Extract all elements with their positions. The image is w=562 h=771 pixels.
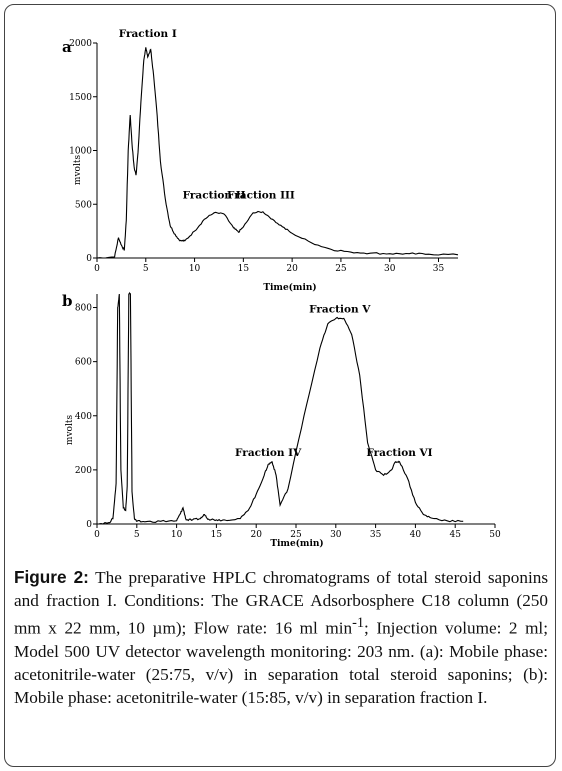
figure-caption — [14, 566, 548, 709]
y-tick-label: 1000 — [69, 146, 92, 157]
annotation-label: Fraction II — [182, 189, 246, 202]
y-tick-label: 400 — [74, 411, 92, 422]
x-tick-label: 0 — [94, 264, 100, 274]
x-tick-label: 45 — [449, 530, 461, 540]
chart-panel-b — [62, 292, 501, 549]
x-tick-label: 20 — [286, 264, 298, 274]
ticks-b — [75, 304, 501, 540]
x-tick-label: 15 — [237, 264, 250, 274]
x-tick-label: 15 — [210, 530, 223, 540]
y-tick-label: 800 — [74, 303, 92, 314]
y-tick-label: 0 — [86, 254, 92, 264]
y-tick-label: 0 — [86, 520, 92, 530]
x-tick-label: 10 — [188, 264, 201, 274]
x-tick-label: 30 — [330, 530, 342, 540]
series-line-a — [97, 47, 458, 258]
x-tick-label: 40 — [409, 530, 422, 540]
y-tick-label: 500 — [74, 200, 92, 211]
x-axis-label-a: Time(min) — [263, 283, 317, 293]
annotations-b — [235, 303, 433, 458]
x-tick-label: 50 — [489, 530, 501, 540]
x-tick-label: 25 — [335, 264, 347, 274]
x-tick-label: 35 — [432, 264, 445, 274]
x-tick-label: 30 — [383, 264, 396, 274]
x-tick-label: 25 — [290, 530, 302, 540]
x-tick-label: 20 — [250, 530, 262, 540]
x-tick-label: 5 — [142, 264, 149, 274]
caption-label: Figure 2: — [14, 567, 89, 587]
caption-superscript: -1 — [352, 615, 365, 631]
y-axis-label-b: mvolts — [65, 414, 75, 446]
annotation-label: Fraction I — [118, 28, 177, 40]
panel-label-a: a — [62, 38, 72, 56]
x-axis-label-b: Time(min) — [270, 539, 324, 549]
annotation-label: Fraction IV — [235, 446, 302, 459]
y-tick-label: 2000 — [69, 39, 92, 49]
x-tick-label: 0 — [94, 530, 100, 540]
y-tick-label: 1500 — [69, 92, 92, 103]
chart-panel-a — [62, 28, 458, 293]
annotation-label: Fraction VI — [366, 446, 433, 459]
annotation-label: Fraction V — [309, 303, 371, 316]
caption-text-after: ; Injection volume: 2 ml; Model 500 UV detector wavelength monitoring: 203 nm. (a): Mobile phase: acetonitrile-water (25:75, v/v) in separation total steroid saponins; (b): Mobile phase: acetonitrile-water (15:85, v/v) in separation fraction I. — [14, 618, 548, 707]
caption-text: The preparative HPLC chromatograms of total steroid saponins and fraction I. Conditions: The GRACE Adsorbosphere C18 column (250 mm x 22 mm, 10 µm); Flow rate: 16 ml min — [14, 568, 549, 638]
x-tick-label: 10 — [170, 530, 183, 540]
annotation-label: Fraction III — [226, 189, 295, 202]
x-tick-label: 5 — [133, 530, 140, 540]
y-axis-label-a: mvolts — [73, 154, 83, 186]
y-tick-label: 600 — [74, 357, 92, 368]
series-line-b — [97, 293, 463, 524]
panel-label-b: b — [62, 292, 73, 310]
x-tick-label: 35 — [369, 530, 382, 540]
y-tick-label: 200 — [74, 465, 92, 476]
